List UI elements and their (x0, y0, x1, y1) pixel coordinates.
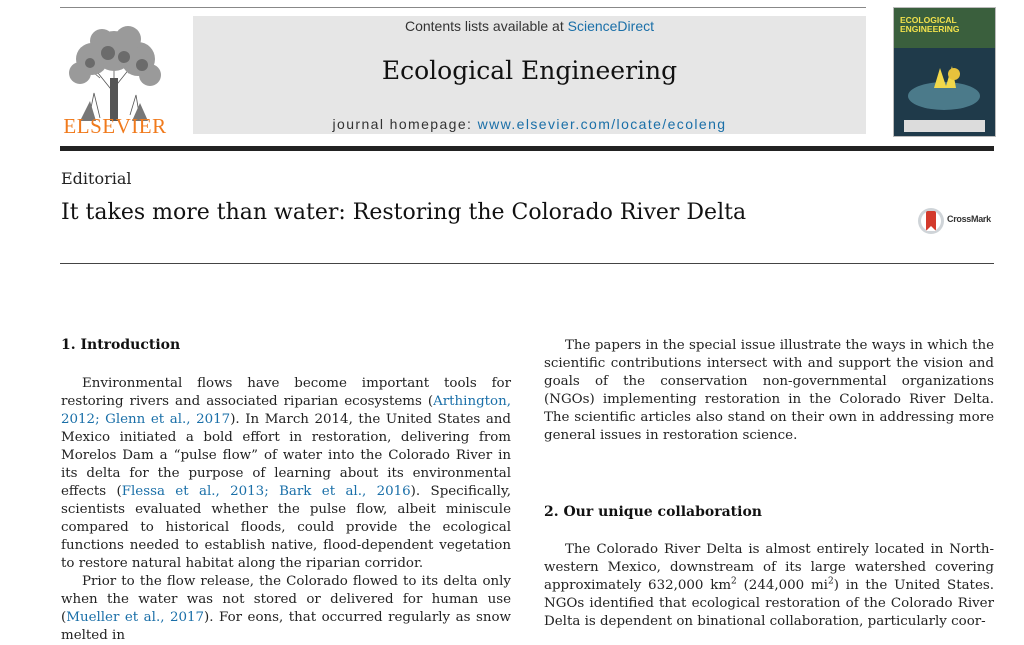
text: ). In March 2014, the United States and Mexico initiated a bold effort in restoration, delivering from Morelos Dam a “pulse flow” of water into the Colorado River in its delta for the purpose of learning about its environmental effects ( (61, 412, 512, 499)
text: (244,000 mi (736, 578, 828, 593)
contents-line (193, 18, 866, 34)
intro-paragraph-2 (61, 573, 511, 645)
introduction-heading: 1. Introduction (61, 337, 181, 353)
citation-link[interactable]: Mueller et al., 2017 (66, 610, 205, 625)
journal-cover-image[interactable] (893, 7, 996, 137)
introduction-body (61, 375, 511, 645)
title-bottom-rule (60, 263, 994, 264)
cover-art-icon (894, 48, 995, 136)
article-title: It takes more than water: Restoring the Colorado River Delta (61, 200, 747, 225)
collaboration-body (544, 541, 994, 631)
intro-paragraph-1 (61, 375, 511, 573)
sciencedirect-link[interactable]: ScienceDirect (567, 18, 654, 34)
homepage-line (193, 116, 866, 132)
header-top-rule (60, 7, 866, 8)
special-issue-paragraph: The papers in the special issue illustrate the ways in which the scientific contributions intersect with and support the vision and goals of the conservation non-governmental organizations (NGOs) implementing restoration in the Colorado River Delta. The scientific articles also stand on their own in addressing more general issues in restoration science. (544, 338, 994, 443)
header-thick-rule (60, 146, 994, 151)
text: The Colorado River Delta is almost entirely located in North-western Mexico, downstream of its large watershed covering approximately 632,000 km (544, 542, 994, 593)
collaboration-heading: 2. Our unique collaboration (544, 504, 762, 520)
superscript: 2 (827, 576, 834, 587)
collaboration-paragraph-1 (544, 541, 994, 631)
article-type-label: Editorial (61, 169, 132, 188)
citation-link[interactable]: Arthington, 2012; Glenn et al., 2017 (61, 394, 511, 427)
text: ). For eons, that occurred regularly as snow melted in (61, 610, 511, 643)
citation-link[interactable]: Flessa et al., 2013; Bark et al., 2016 (121, 484, 411, 499)
journal-title: Ecological Engineering (381, 56, 678, 85)
contents-prefix: Contents lists available at (404, 18, 568, 34)
homepage-prefix: journal homepage: (332, 116, 478, 132)
superscript: 2 (731, 576, 737, 587)
right-column-body (544, 337, 994, 445)
crossmark-badge[interactable] (917, 205, 947, 241)
crossmark-label[interactable]: CrossMark (947, 214, 991, 224)
crossmark-icon (917, 205, 947, 237)
text: ) in the United States. NGOs identified that ecological restoration of the Colorado River Delta is dependent on binational collaboration, particularly coor- (544, 578, 994, 629)
text: Prior to the flow release, the Colorado flowed to its delta only when the water was not stored or delivered for human use ( (61, 574, 511, 625)
text: Environmental flows have become important tools for restoring rivers and associated riparian ecosystems ( (61, 376, 511, 409)
journal-homepage-link[interactable]: www.elsevier.com/locate/ecoleng (477, 116, 727, 132)
text: ). Specifically, scientists evaluated whether the pulse flow, albeit miniscule compared to historical floods, could provide the ecological functions needed to establish native, flood-dependent vegetation to restore natural habitat along the riparian corridor. (61, 484, 511, 571)
publisher-logo-text: ELSEVIER (63, 114, 167, 138)
cover-title: ECOLOGICAL ENGINEERING (900, 15, 960, 34)
